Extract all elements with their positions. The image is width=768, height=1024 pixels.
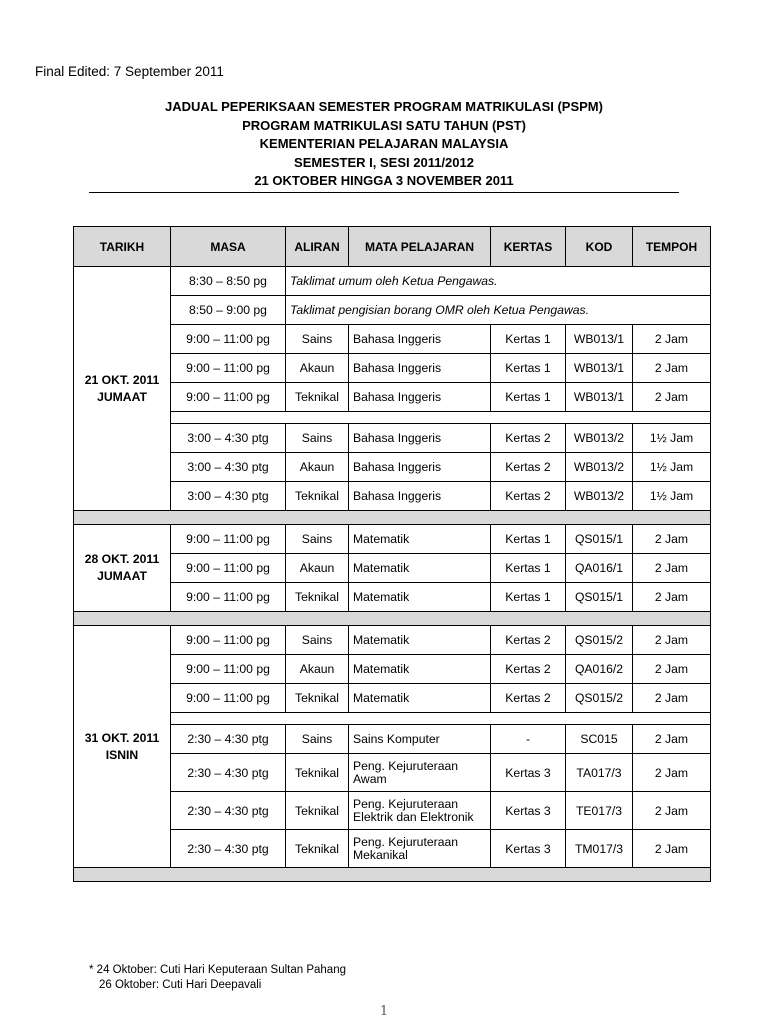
cell-kertas: Kertas 3 [491, 830, 566, 868]
header-mata-pelajaran: MATA PELAJARAN [349, 227, 491, 267]
date-label: 31 OKT. 2011 [84, 730, 160, 745]
cell-kod: SC015 [566, 725, 633, 754]
cell-kod: QS015/1 [566, 525, 633, 554]
holiday-notes [89, 963, 346, 992]
header-tempoh: TEMPOH [633, 227, 711, 267]
header-masa: MASA [171, 227, 286, 267]
date-label: 21 OKT. 2011 [84, 372, 160, 387]
cell-tempoh: 2 Jam [633, 354, 711, 383]
cell-kod: QS015/1 [566, 583, 633, 612]
cell-kod: QS015/2 [566, 684, 633, 713]
header-aliran: ALIRAN [286, 227, 349, 267]
cell-aliran: Akaun [286, 655, 349, 684]
cell-masa: 2:30 – 4:30 ptg [171, 830, 286, 868]
title-line-2: PROGRAM MATRIKULASI SATU TAHUN (PST) [242, 117, 526, 133]
table-row [74, 626, 711, 655]
cell-kertas: Kertas 2 [491, 424, 566, 453]
cell-aliran: Teknikal [286, 830, 349, 868]
final-edited-note: Final Edited: 7 September 2011 [35, 64, 224, 79]
cell-aliran: Sains [286, 725, 349, 754]
cell-briefing: Taklimat pengisian borang OMR oleh Ketua Pengawas. [286, 296, 711, 325]
cell-mata-pelajaran: Bahasa Inggeris [349, 354, 491, 383]
separator-row [74, 511, 711, 525]
table-row [74, 525, 711, 554]
blank-cell [171, 713, 711, 725]
cell-mata-pelajaran: Matematik [349, 655, 491, 684]
cell-tempoh: 2 Jam [633, 754, 711, 792]
cell-mata-pelajaran: Matematik [349, 583, 491, 612]
cell-aliran: Sains [286, 325, 349, 354]
cell-aliran: Teknikal [286, 792, 349, 830]
cell-masa: 8:30 – 8:50 pg [171, 267, 286, 296]
cell-kod: WB013/2 [566, 453, 633, 482]
cell-tempoh: 1½ Jam [633, 453, 711, 482]
document-title-block [0, 98, 768, 191]
cell-kertas: Kertas 2 [491, 684, 566, 713]
day-label: ISNIN [105, 747, 139, 762]
cell-masa: 9:00 – 11:00 pg [171, 626, 286, 655]
cell-tempoh: 2 Jam [633, 525, 711, 554]
cell-kertas: Kertas 3 [491, 792, 566, 830]
cell-aliran: Teknikal [286, 754, 349, 792]
cell-masa: 2:30 – 4:30 ptg [171, 725, 286, 754]
exam-schedule-table [73, 226, 711, 882]
cell-kod: WB013/1 [566, 354, 633, 383]
cell-masa: 2:30 – 4:30 ptg [171, 754, 286, 792]
cell-mata-pelajaran: Matematik [349, 554, 491, 583]
cell-masa: 2:30 – 4:30 ptg [171, 792, 286, 830]
cell-kod: TA017/3 [566, 754, 633, 792]
cell-aliran: Teknikal [286, 482, 349, 511]
cell-mata-pelajaran: Bahasa Inggeris [349, 482, 491, 511]
cell-aliran: Sains [286, 525, 349, 554]
cell-tarikh [74, 626, 171, 868]
cell-kertas: Kertas 1 [491, 525, 566, 554]
cell-tempoh: 2 Jam [633, 725, 711, 754]
cell-kertas: Kertas 2 [491, 626, 566, 655]
title-line-1: JADUAL PEPERIKSAAN SEMESTER PROGRAM MATRIKULASI (PSPM) [165, 99, 603, 114]
cell-kod: QS015/2 [566, 626, 633, 655]
cell-masa: 3:00 – 4:30 ptg [171, 424, 286, 453]
cell-mata-pelajaran: Matematik [349, 525, 491, 554]
cell-mata-pelajaran: Peng. Kejuruteraan Awam [349, 754, 491, 792]
cell-kod: TM017/3 [566, 830, 633, 868]
date-label: 28 OKT. 2011 [84, 552, 160, 566]
cell-kertas: Kertas 2 [491, 655, 566, 684]
separator-cell [74, 868, 711, 882]
cell-briefing: Taklimat umum oleh Ketua Pengawas. [286, 267, 711, 296]
blank-cell [171, 412, 711, 424]
cell-kod: WB013/1 [566, 325, 633, 354]
cell-aliran: Akaun [286, 453, 349, 482]
cell-masa: 9:00 – 11:00 pg [171, 383, 286, 412]
cell-tempoh: 2 Jam [633, 626, 711, 655]
header-tarikh: TARIKH [74, 227, 171, 267]
cell-kertas: - [491, 725, 566, 754]
cell-kod: WB013/1 [566, 383, 633, 412]
cell-masa: 3:00 – 4:30 ptg [171, 453, 286, 482]
cell-mata-pelajaran: Bahasa Inggeris [349, 424, 491, 453]
cell-kod: WB013/2 [566, 482, 633, 511]
cell-kod: QA016/1 [566, 554, 633, 583]
cell-aliran: Teknikal [286, 583, 349, 612]
cell-masa: 9:00 – 11:00 pg [171, 583, 286, 612]
cell-aliran: Sains [286, 424, 349, 453]
cell-kertas: Kertas 1 [491, 554, 566, 583]
cell-tempoh: 2 Jam [633, 792, 711, 830]
cell-masa: 9:00 – 11:00 pg [171, 325, 286, 354]
cell-aliran: Sains [286, 626, 349, 655]
cell-masa: 9:00 – 11:00 pg [171, 554, 286, 583]
cell-mata-pelajaran: Peng. Kejuruteraan Elektrik dan Elektronik [349, 792, 491, 830]
cell-kertas: Kertas 1 [491, 383, 566, 412]
cell-kod: TE017/3 [566, 792, 633, 830]
cell-mata-pelajaran: Peng. Kejuruteraan Mekanikal [349, 830, 491, 868]
page-number: 1 [379, 1004, 389, 1019]
schedule-body [74, 267, 711, 882]
cell-masa: 9:00 – 11:00 pg [171, 354, 286, 383]
cell-kertas: Kertas 1 [491, 583, 566, 612]
title-underline [89, 192, 679, 193]
cell-tempoh: 2 Jam [633, 554, 711, 583]
header-kertas: KERTAS [491, 227, 566, 267]
title-line-4: SEMESTER I, SESI 2011/2012 [294, 154, 474, 170]
cell-kertas: Kertas 2 [491, 453, 566, 482]
table-row [74, 267, 711, 296]
title-line-3: KEMENTERIAN PELAJARAN MALAYSIA [259, 136, 509, 152]
cell-mata-pelajaran: Bahasa Inggeris [349, 453, 491, 482]
holiday-note-1: * 24 Oktober: Cuti Hari Keputeraan Sultan Pahang [89, 964, 346, 976]
cell-tempoh: 1½ Jam [633, 424, 711, 453]
cell-tempoh: 2 Jam [633, 325, 711, 354]
cell-masa: 9:00 – 11:00 pg [171, 525, 286, 554]
cell-aliran: Teknikal [286, 383, 349, 412]
cell-aliran: Akaun [286, 554, 349, 583]
cell-tempoh: 2 Jam [633, 830, 711, 868]
cell-tarikh [74, 525, 171, 612]
separator-cell [74, 511, 711, 525]
cell-tempoh: 2 Jam [633, 383, 711, 412]
title-line-5: 21 OKTOBER HINGGA 3 NOVEMBER 2011 [254, 173, 514, 189]
cell-kod: QA016/2 [566, 655, 633, 684]
day-label: JUMAAT [97, 389, 147, 404]
cell-mata-pelajaran: Sains Komputer [349, 725, 491, 754]
separator-cell [74, 612, 711, 626]
cell-masa: 3:00 – 4:30 ptg [171, 482, 286, 511]
separator-row [74, 868, 711, 882]
cell-aliran: Akaun [286, 354, 349, 383]
cell-kertas: Kertas 3 [491, 754, 566, 792]
cell-kertas: Kertas 2 [491, 482, 566, 511]
table-header-row [74, 227, 711, 267]
cell-kertas: Kertas 1 [491, 354, 566, 383]
cell-aliran: Teknikal [286, 684, 349, 713]
cell-masa: 9:00 – 11:00 pg [171, 684, 286, 713]
cell-mata-pelajaran: Matematik [349, 626, 491, 655]
holiday-note-2: 26 Oktober: Cuti Hari Deepavali [99, 978, 262, 991]
cell-tarikh [74, 267, 171, 511]
cell-tempoh: 2 Jam [633, 655, 711, 684]
cell-masa: 8:50 – 9:00 pg [171, 296, 286, 325]
cell-masa: 9:00 – 11:00 pg [171, 655, 286, 684]
cell-tempoh: 2 Jam [633, 684, 711, 713]
cell-kertas: Kertas 1 [491, 325, 566, 354]
cell-kod: WB013/2 [566, 424, 633, 453]
header-kod: KOD [566, 227, 633, 267]
separator-row [74, 612, 711, 626]
cell-mata-pelajaran: Matematik [349, 684, 491, 713]
cell-tempoh: 1½ Jam [633, 482, 711, 511]
cell-mata-pelajaran: Bahasa Inggeris [349, 383, 491, 412]
cell-mata-pelajaran: Bahasa Inggeris [349, 325, 491, 354]
day-label: JUMAAT [97, 569, 147, 583]
cell-tempoh: 2 Jam [633, 583, 711, 612]
